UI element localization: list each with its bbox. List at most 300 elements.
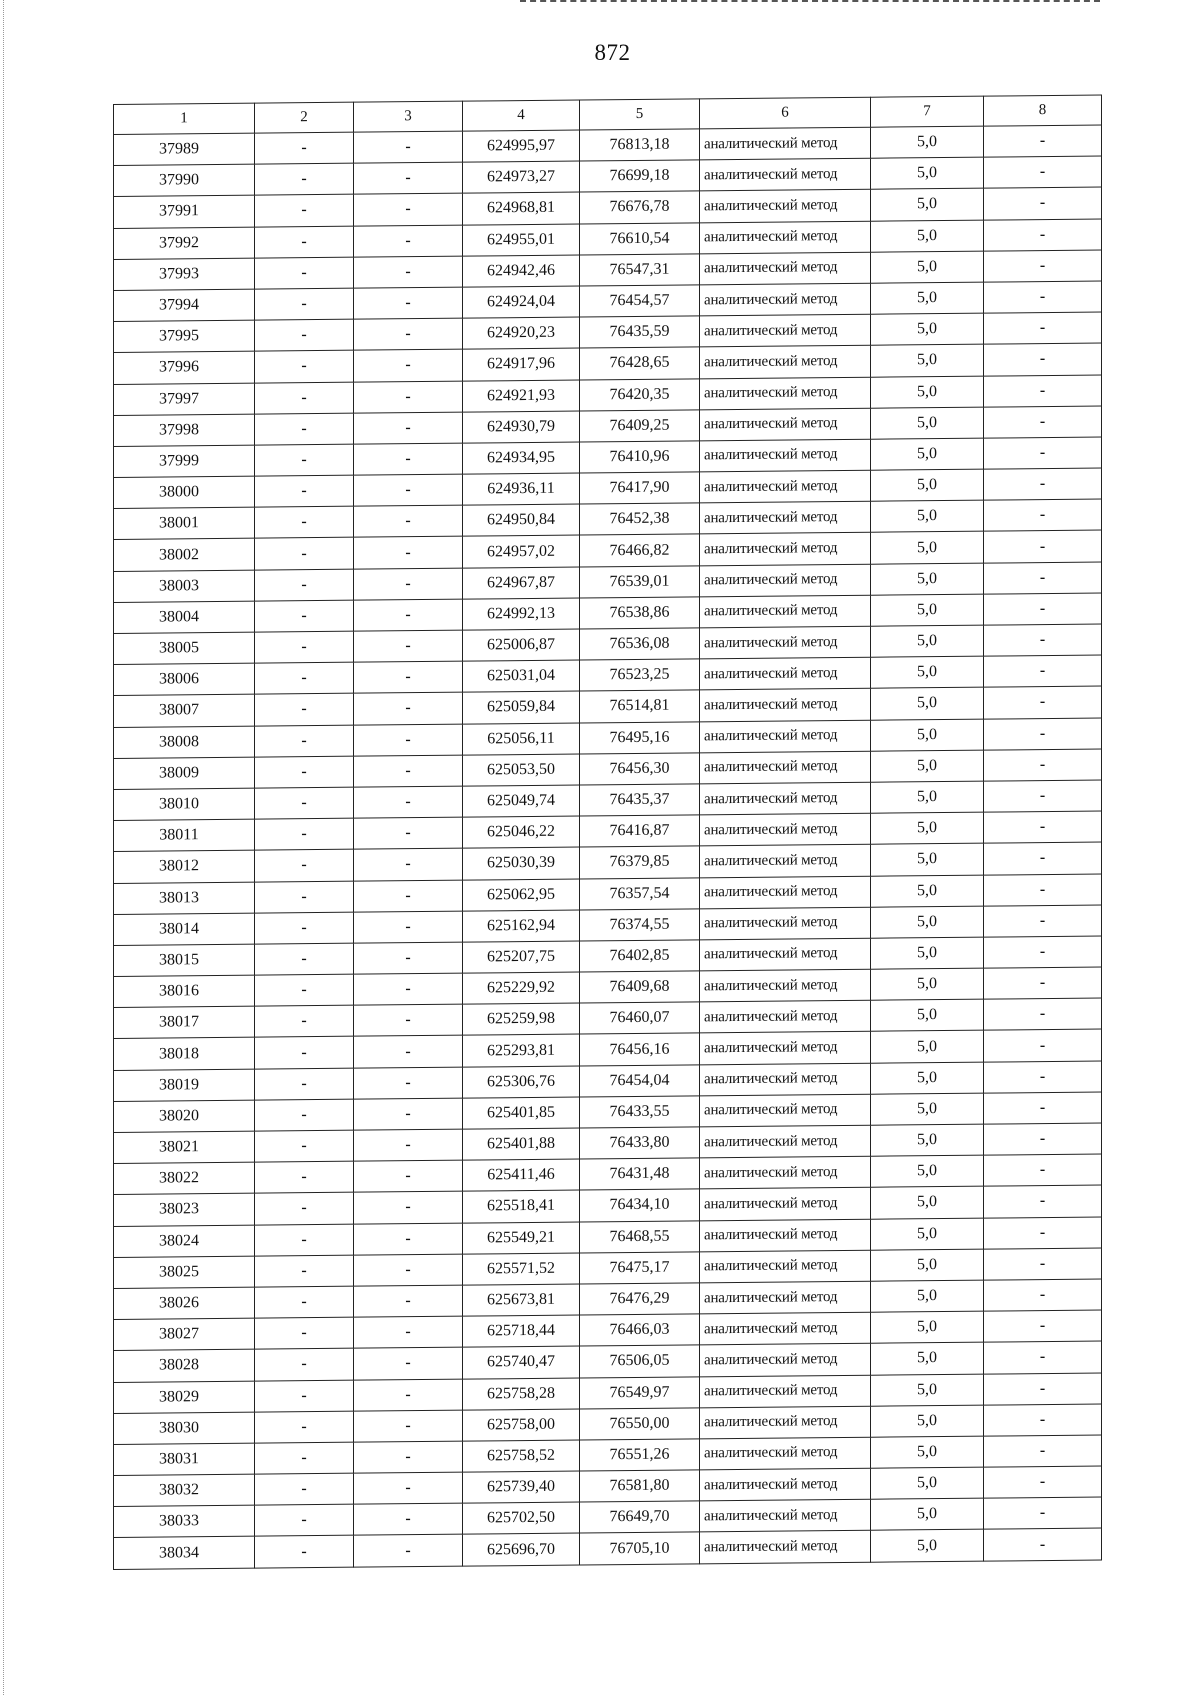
table-cell-col-1: 38019	[114, 1069, 255, 1102]
table-cell-col-3: -	[354, 693, 463, 725]
table-cell-col-5: 76649,70	[580, 1501, 700, 1533]
table-cell-col-8: -	[984, 1217, 1102, 1249]
table-cell-col-2: -	[255, 1099, 354, 1131]
table-cell-col-3: -	[354, 1192, 463, 1224]
table-cell-col-6: аналитический метод	[700, 127, 871, 160]
table-cell-col-1: 38028	[114, 1349, 255, 1382]
table-cell-col-7: 5,0	[871, 469, 984, 501]
table-cell-col-3: -	[354, 817, 463, 849]
table-cell-col-3: -	[354, 1067, 463, 1099]
table-cell-col-6: аналитический метод	[700, 938, 871, 971]
table-cell-col-5: 76466,03	[580, 1314, 700, 1346]
table-cell-col-4: 624973,27	[463, 161, 580, 193]
table-cell-col-8: -	[984, 593, 1102, 625]
table-cell-col-8: -	[984, 905, 1102, 937]
table-cell-col-4: 625758,52	[463, 1440, 580, 1472]
table-cell-col-5: 76705,10	[580, 1532, 700, 1564]
table-cell-col-5: 76402,85	[580, 940, 700, 972]
table-cell-col-4: 625229,92	[463, 972, 580, 1004]
table-cell-col-3: -	[354, 911, 463, 943]
table-cell-col-4: 625059,84	[463, 691, 580, 723]
table-cell-col-7: 5,0	[871, 500, 984, 532]
table-cell-col-3: -	[354, 1410, 463, 1442]
table-cell-col-2: -	[255, 444, 354, 476]
table-cell-col-8: -	[984, 375, 1102, 407]
table-cell-col-4: 625673,81	[463, 1284, 580, 1316]
table-cell-col-6: аналитический метод	[700, 1437, 871, 1470]
table-cell-col-7: 5,0	[871, 438, 984, 470]
table-cell-col-2: -	[255, 288, 354, 320]
table-cell-col-3: -	[354, 1098, 463, 1130]
table-cell-col-2: -	[255, 538, 354, 570]
table-cell-col-4: 625696,70	[463, 1533, 580, 1565]
table-cell-col-4: 624924,04	[463, 286, 580, 318]
table-cell-col-5: 76374,55	[580, 909, 700, 941]
table-cell-col-4: 624950,84	[463, 504, 580, 536]
table-cell-col-5: 76550,00	[580, 1408, 700, 1440]
table-cell-col-1: 38003	[114, 570, 255, 603]
table-cell-col-4: 625740,47	[463, 1346, 580, 1378]
table-cell-col-2: -	[255, 163, 354, 195]
table-cell-col-2: -	[255, 1255, 354, 1287]
table-cell-col-1: 38001	[114, 507, 255, 540]
table-cell-col-2: -	[255, 881, 354, 913]
table-body	[114, 125, 1102, 1569]
table-cell-col-3: -	[354, 131, 463, 163]
table-cell-col-6: аналитический метод	[700, 533, 871, 566]
table-cell-col-1: 38010	[114, 788, 255, 821]
table-cell-col-4: 624920,23	[463, 317, 580, 349]
table-cell-col-6: аналитический метод	[700, 1125, 871, 1158]
table-cell-col-3: -	[354, 1441, 463, 1473]
table-cell-col-7: 5,0	[871, 1124, 984, 1156]
table-cell-col-4: 624955,01	[463, 224, 580, 256]
table-cell-col-8: -	[984, 562, 1102, 594]
table-cell-col-6: аналитический метод	[700, 720, 871, 753]
table-cell-col-4: 624930,79	[463, 411, 580, 443]
table-cell-col-6: аналитический метод	[700, 1156, 871, 1189]
table-cell-col-7: 5,0	[871, 1374, 984, 1406]
table-cell-col-4: 624934,95	[463, 442, 580, 474]
table-cell-col-7: 5,0	[871, 532, 984, 564]
table-cell-col-5: 76454,57	[580, 285, 700, 317]
column-header-5: 5	[580, 99, 700, 130]
table-cell-col-6: аналитический метод	[700, 1499, 871, 1532]
table-cell-col-2: -	[255, 475, 354, 507]
table-cell-col-6: аналитический метод	[700, 1032, 871, 1065]
table-cell-col-2: -	[255, 226, 354, 258]
table-cell-col-5: 76475,17	[580, 1252, 700, 1284]
table-cell-col-5: 76410,96	[580, 441, 700, 473]
table-cell-col-6: аналитический метод	[700, 1406, 871, 1439]
coordinates-table-wrapper	[113, 95, 1101, 1570]
table-cell-col-3: -	[354, 1316, 463, 1348]
table-cell-col-8: -	[984, 219, 1102, 251]
table-cell-col-8: -	[984, 312, 1102, 344]
table-cell-col-3: -	[354, 942, 463, 974]
table-cell-col-7: 5,0	[871, 719, 984, 751]
table-cell-col-4: 624921,93	[463, 380, 580, 412]
table-cell-col-4: 625062,95	[463, 879, 580, 911]
table-cell-col-1: 38033	[114, 1505, 255, 1538]
table-cell-col-1: 38005	[114, 632, 255, 665]
table-cell-col-6: аналитический метод	[700, 657, 871, 690]
table-cell-col-8: -	[984, 874, 1102, 906]
table-cell-col-1: 38015	[114, 944, 255, 977]
table-cell-col-8: -	[984, 1373, 1102, 1405]
table-cell-col-3: -	[354, 1160, 463, 1192]
table-cell-col-8: -	[984, 530, 1102, 562]
table-cell-col-2: -	[255, 1161, 354, 1193]
table-cell-col-3: -	[354, 1036, 463, 1068]
table-cell-col-7: 5,0	[871, 1155, 984, 1187]
table-cell-col-5: 76676,78	[580, 191, 700, 223]
table-cell-col-2: -	[255, 787, 354, 819]
table-cell-col-3: -	[354, 599, 463, 631]
table-cell-col-5: 76435,37	[580, 784, 700, 816]
table-cell-col-6: аналитический метод	[700, 283, 871, 316]
table-cell-col-4: 625401,88	[463, 1128, 580, 1160]
table-cell-col-2: -	[255, 1037, 354, 1069]
table-cell-col-8: -	[984, 1404, 1102, 1436]
table-cell-col-1: 37992	[114, 227, 255, 260]
table-cell-col-2: -	[255, 1224, 354, 1256]
table-cell-col-8: -	[984, 842, 1102, 874]
table-cell-col-6: аналитический метод	[700, 564, 871, 597]
table-cell-col-8: -	[984, 967, 1102, 999]
table-cell-col-2: -	[255, 1068, 354, 1100]
table-cell-col-3: -	[354, 256, 463, 288]
table-cell-col-6: аналитический метод	[700, 221, 871, 254]
table-cell-col-2: -	[255, 506, 354, 538]
table-cell-col-8: -	[984, 624, 1102, 656]
table-cell-col-5: 76551,26	[580, 1439, 700, 1471]
table-cell-col-4: 624995,97	[463, 130, 580, 162]
table-cell-col-6: аналитический метод	[700, 1468, 871, 1501]
table-cell-col-3: -	[354, 1254, 463, 1286]
table-cell-col-1: 38027	[114, 1318, 255, 1351]
table-cell-col-7: 5,0	[871, 1467, 984, 1499]
table-cell-col-1: 37999	[114, 445, 255, 478]
table-cell-col-6: аналитический метод	[700, 1063, 871, 1096]
table-cell-col-6: аналитический метод	[700, 1281, 871, 1314]
table-cell-col-7: 5,0	[871, 563, 984, 595]
table-cell-col-2: -	[255, 725, 354, 757]
table-cell-col-4: 624936,11	[463, 473, 580, 505]
table-cell-col-7: 5,0	[871, 1249, 984, 1281]
table-cell-col-5: 76468,55	[580, 1220, 700, 1252]
table-cell-col-6: аналитический метод	[700, 751, 871, 784]
table-cell-col-8: -	[984, 1123, 1102, 1155]
table-cell-col-1: 38008	[114, 726, 255, 759]
table-cell-col-7: 5,0	[871, 1498, 984, 1530]
table-cell-col-8: -	[984, 1248, 1102, 1280]
table-cell-col-5: 76435,59	[580, 316, 700, 348]
table-cell-col-7: 5,0	[871, 220, 984, 252]
table-cell-col-6: аналитический метод	[700, 1375, 871, 1408]
table-cell-col-1: 38011	[114, 819, 255, 852]
table-cell-col-1: 37990	[114, 164, 255, 197]
table-cell-col-7: 5,0	[871, 999, 984, 1031]
table-cell-col-2: -	[255, 1130, 354, 1162]
table-cell-col-3: -	[354, 1379, 463, 1411]
table-cell-col-7: 5,0	[871, 781, 984, 813]
table-cell-col-2: -	[255, 850, 354, 882]
table-cell-col-1: 37991	[114, 196, 255, 229]
table-cell-col-1: 38018	[114, 1038, 255, 1071]
column-header-3: 3	[354, 101, 463, 132]
column-header-7: 7	[871, 96, 984, 127]
table-cell-col-8: -	[984, 1528, 1102, 1560]
table-cell-col-6: аналитический метод	[700, 346, 871, 379]
table-cell-col-7: 5,0	[871, 126, 984, 158]
table-cell-col-6: аналитический метод	[700, 470, 871, 503]
column-header-8: 8	[984, 95, 1102, 126]
table-cell-col-5: 76514,81	[580, 690, 700, 722]
table-cell-col-2: -	[255, 631, 354, 663]
table-cell-col-6: аналитический метод	[700, 377, 871, 410]
table-cell-col-8: -	[984, 1154, 1102, 1186]
table-cell-col-6: аналитический метод	[700, 1250, 871, 1283]
table-cell-col-1: 38026	[114, 1287, 255, 1320]
table-cell-col-1: 38002	[114, 539, 255, 572]
table-cell-col-5: 76460,07	[580, 1002, 700, 1034]
table-cell-col-3: -	[354, 1503, 463, 1535]
table-cell-col-5: 76539,01	[580, 565, 700, 597]
table-cell-col-8: -	[984, 811, 1102, 843]
table-cell-col-1: 38034	[114, 1537, 255, 1570]
table-cell-col-5: 76379,85	[580, 846, 700, 878]
table-cell-col-5: 76549,97	[580, 1376, 700, 1408]
table-cell-col-7: 5,0	[871, 1405, 984, 1437]
table-cell-col-4: 624942,46	[463, 255, 580, 287]
table-cell-col-3: -	[354, 1004, 463, 1036]
table-cell-col-2: -	[255, 1193, 354, 1225]
table-cell-col-6: аналитический метод	[700, 1312, 871, 1345]
table-cell-col-8: -	[984, 343, 1102, 375]
table-cell-col-8: -	[984, 1310, 1102, 1342]
table-cell-col-2: -	[255, 818, 354, 850]
table-cell-col-4: 624967,87	[463, 567, 580, 599]
table-cell-col-7: 5,0	[871, 1031, 984, 1063]
table-cell-col-5: 76409,25	[580, 410, 700, 442]
table-cell-col-5: 76454,04	[580, 1064, 700, 1096]
table-cell-col-7: 5,0	[871, 1218, 984, 1250]
table-cell-col-7: 5,0	[871, 656, 984, 688]
table-cell-col-3: -	[354, 443, 463, 475]
table-cell-col-6: аналитический метод	[700, 845, 871, 878]
table-cell-col-8: -	[984, 187, 1102, 219]
table-cell-col-1: 38029	[114, 1381, 255, 1414]
table-cell-col-4: 625306,76	[463, 1066, 580, 1098]
table-cell-col-2: -	[255, 1349, 354, 1381]
table-cell-col-5: 76456,16	[580, 1033, 700, 1065]
table-cell-col-6: аналитический метод	[700, 1344, 871, 1377]
table-cell-col-3: -	[354, 1347, 463, 1379]
table-cell-col-4: 625401,85	[463, 1097, 580, 1129]
table-cell-col-1: 38024	[114, 1225, 255, 1258]
table-cell-col-6: аналитический метод	[700, 813, 871, 846]
table-cell-col-6: аналитический метод	[700, 314, 871, 347]
column-header-6: 6	[700, 97, 871, 129]
table-cell-col-3: -	[354, 381, 463, 413]
table-cell-col-8: -	[984, 125, 1102, 157]
table-cell-col-7: 5,0	[871, 906, 984, 938]
table-cell-col-1: 37997	[114, 383, 255, 416]
table-cell-col-8: -	[984, 1029, 1102, 1061]
table-cell-col-1: 38023	[114, 1194, 255, 1227]
table-cell-col-5: 76433,55	[580, 1096, 700, 1128]
table-cell-col-5: 76523,25	[580, 659, 700, 691]
table-cell-col-4: 625758,00	[463, 1409, 580, 1441]
table-cell-col-1: 38025	[114, 1256, 255, 1289]
table-cell-col-3: -	[354, 724, 463, 756]
table-cell-col-5: 76431,48	[580, 1158, 700, 1190]
table-cell-col-4: 624917,96	[463, 348, 580, 380]
table-cell-col-2: -	[255, 413, 354, 445]
table-cell-col-4: 625053,50	[463, 754, 580, 786]
table-cell-col-5: 76538,86	[580, 597, 700, 629]
table-cell-col-2: -	[255, 1536, 354, 1568]
table-cell-col-1: 38031	[114, 1443, 255, 1476]
table-cell-col-1: 38030	[114, 1412, 255, 1445]
table-cell-col-3: -	[354, 848, 463, 880]
table-cell-col-3: -	[354, 1472, 463, 1504]
table-cell-col-3: -	[354, 412, 463, 444]
table-cell-col-8: -	[984, 1435, 1102, 1467]
table-cell-col-5: 76536,08	[580, 628, 700, 660]
table-cell-col-7: 5,0	[871, 1530, 984, 1562]
table-cell-col-1: 37995	[114, 320, 255, 353]
table-cell-col-8: -	[984, 1341, 1102, 1373]
table-cell-col-4: 625293,81	[463, 1034, 580, 1066]
column-header-4: 4	[463, 100, 580, 131]
table-cell-col-2: -	[255, 195, 354, 227]
table-cell-col-3: -	[354, 287, 463, 319]
table-cell-col-6: аналитический метод	[700, 439, 871, 472]
table-cell-col-2: -	[255, 257, 354, 289]
table-cell-col-4: 625049,74	[463, 785, 580, 817]
table-cell-col-2: -	[255, 1442, 354, 1474]
table-cell-col-2: -	[255, 319, 354, 351]
coordinates-table	[113, 95, 1102, 1570]
table-cell-col-8: -	[984, 468, 1102, 500]
table-cell-col-5: 76428,65	[580, 347, 700, 379]
table-cell-col-8: -	[984, 281, 1102, 313]
table-cell-col-3: -	[354, 1129, 463, 1161]
table-cell-col-2: -	[255, 694, 354, 726]
table-cell-col-7: 5,0	[871, 688, 984, 720]
table-cell-col-4: 625030,39	[463, 847, 580, 879]
table-cell-col-8: -	[984, 1061, 1102, 1093]
table-cell-col-3: -	[354, 225, 463, 257]
table-cell-col-5: 76420,35	[580, 378, 700, 410]
table-cell-col-5: 76417,90	[580, 472, 700, 504]
table-cell-col-1: 38014	[114, 913, 255, 946]
table-cell-col-2: -	[255, 569, 354, 601]
table-cell-col-2: -	[255, 600, 354, 632]
table-cell-col-3: -	[354, 162, 463, 194]
table-cell-col-5: 76456,30	[580, 753, 700, 785]
table-cell-col-4: 625702,50	[463, 1502, 580, 1534]
table-cell-col-7: 5,0	[871, 875, 984, 907]
table-cell-col-6: аналитический метод	[700, 408, 871, 441]
table-cell-col-8: -	[984, 749, 1102, 781]
table-cell-col-5: 76434,10	[580, 1189, 700, 1221]
table-cell-col-7: 5,0	[871, 812, 984, 844]
column-header-2: 2	[255, 102, 354, 133]
table-cell-col-1: 38006	[114, 663, 255, 696]
table-cell-col-7: 5,0	[871, 1093, 984, 1125]
table-cell-col-4: 625411,46	[463, 1159, 580, 1191]
table-cell-col-1: 37996	[114, 351, 255, 384]
table-cell-col-1: 38000	[114, 476, 255, 509]
table-cell-col-2: -	[255, 756, 354, 788]
table-cell-col-8: -	[984, 655, 1102, 687]
table-cell-col-5: 76466,82	[580, 534, 700, 566]
table-cell-col-3: -	[354, 1223, 463, 1255]
table-cell-col-7: 5,0	[871, 1342, 984, 1374]
table-cell-col-7: 5,0	[871, 1187, 984, 1219]
table-cell-col-4: 625259,98	[463, 1003, 580, 1035]
table-cell-col-8: -	[984, 156, 1102, 188]
table-cell-col-2: -	[255, 132, 354, 164]
page-number: 872	[594, 40, 631, 65]
table-cell-col-7: 5,0	[871, 1436, 984, 1468]
table-cell-col-5: 76547,31	[580, 254, 700, 286]
table-cell-col-3: -	[354, 474, 463, 506]
table-cell-col-1: 38021	[114, 1131, 255, 1164]
table-cell-col-6: аналитический метод	[700, 1219, 871, 1252]
table-cell-col-7: 5,0	[871, 937, 984, 969]
table-cell-col-7: 5,0	[871, 594, 984, 626]
table-cell-col-3: -	[354, 349, 463, 381]
table-cell-col-3: -	[354, 194, 463, 226]
table-cell-col-6: аналитический метод	[700, 595, 871, 628]
table-cell-col-3: -	[354, 973, 463, 1005]
table-cell-col-3: -	[354, 630, 463, 662]
table-cell-col-2: -	[255, 1411, 354, 1443]
table-cell-col-7: 5,0	[871, 251, 984, 283]
table-cell-col-6: аналитический метод	[700, 876, 871, 909]
table-cell-col-1: 38022	[114, 1162, 255, 1195]
table-cell-col-1: 37993	[114, 258, 255, 291]
table-cell-col-5: 76581,80	[580, 1470, 700, 1502]
table-cell-col-7: 5,0	[871, 1311, 984, 1343]
table-cell-col-7: 5,0	[871, 282, 984, 314]
table-cell-col-7: 5,0	[871, 625, 984, 657]
table-cell-col-7: 5,0	[871, 407, 984, 439]
table-cell-col-6: аналитический метод	[700, 190, 871, 223]
table-cell-col-3: -	[354, 505, 463, 537]
table-cell-col-4: 624968,81	[463, 192, 580, 224]
table-cell-col-5: 76495,16	[580, 721, 700, 753]
table-cell-col-1: 38004	[114, 601, 255, 634]
table-cell-col-8: -	[984, 1092, 1102, 1124]
table-cell-col-2: -	[255, 1504, 354, 1536]
table-cell-col-3: -	[354, 755, 463, 787]
table-cell-col-2: -	[255, 1380, 354, 1412]
table-cell-col-6: аналитический метод	[700, 782, 871, 815]
table-cell-col-8: -	[984, 250, 1102, 282]
table-cell-col-5: 76409,68	[580, 971, 700, 1003]
table-cell-col-8: -	[984, 1466, 1102, 1498]
table-cell-col-1: 38020	[114, 1100, 255, 1133]
table-cell-col-4: 625739,40	[463, 1471, 580, 1503]
table-cell-col-4: 625518,41	[463, 1190, 580, 1222]
table-cell-col-5: 76416,87	[580, 815, 700, 847]
table-cell-col-2: -	[255, 943, 354, 975]
